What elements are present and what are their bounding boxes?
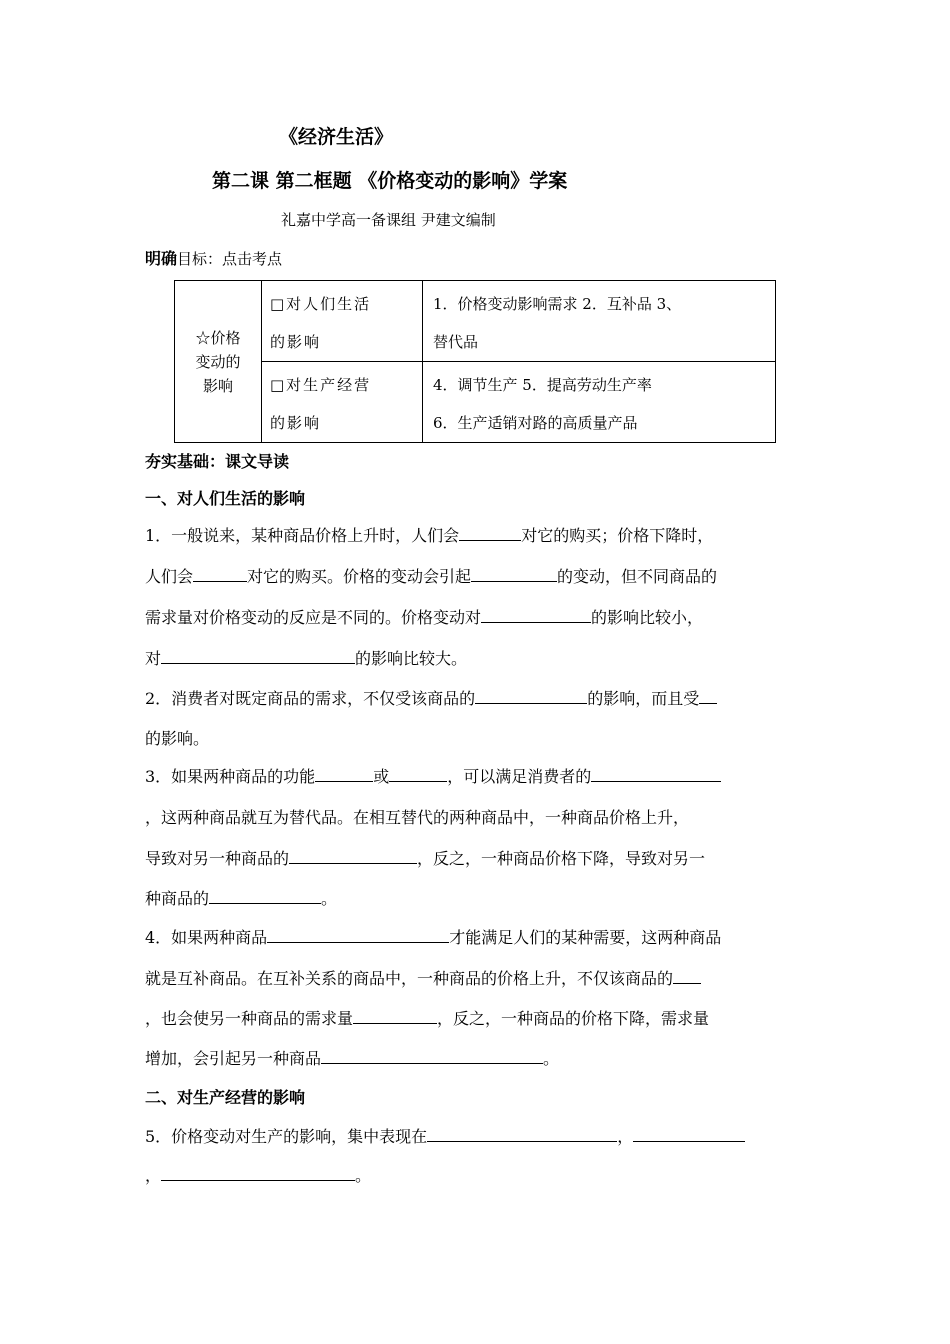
q1-line4 [145, 646, 467, 669]
q4-line3 [145, 1006, 709, 1029]
answer-blank[interactable] [315, 765, 373, 782]
answer-blank[interactable] [389, 765, 447, 782]
text: ， [617, 1127, 634, 1146]
topic-cell [175, 281, 262, 443]
doc-title: 《经济生活》 [279, 126, 394, 148]
text: 2．消费者对既定商品的需求，不仅受该商品的 [145, 689, 476, 708]
section-heading-1: 一、对人们生活的影响 [145, 489, 306, 508]
q4-line2 [145, 966, 701, 989]
text: ，可以满足消费者的 [447, 767, 592, 786]
q5-line1 [145, 1124, 745, 1147]
topic-line: 影响 [202, 376, 233, 395]
q1-line1 [145, 523, 713, 546]
answer-blank[interactable] [427, 1125, 617, 1142]
text: 。 [321, 889, 338, 908]
q5-line2 [145, 1163, 371, 1186]
content-line: 替代品 [433, 333, 479, 351]
answer-blank[interactable] [459, 524, 521, 541]
answer-blank[interactable] [481, 606, 591, 623]
text: 对它的购买；价格下降时， [521, 526, 714, 545]
answer-blank[interactable] [591, 765, 721, 782]
text: ，也会使另一种商品的需求量 [145, 1009, 354, 1028]
label-line: □对生产经营 [270, 376, 372, 394]
q3-line4 [145, 886, 337, 909]
row2-content [423, 362, 776, 443]
text: 的影响，而且受 [587, 689, 700, 708]
text: 。 [355, 1166, 372, 1185]
q1-line3 [145, 605, 703, 628]
answer-blank[interactable] [161, 647, 355, 664]
text: 4．如果两种商品 [145, 928, 268, 947]
text: 导致对另一种商品的 [145, 849, 290, 868]
q3-line2 [145, 805, 689, 828]
learning-goal [145, 246, 282, 269]
answer-blank[interactable] [267, 926, 449, 943]
text: 对它的购买。价格的变动会引起 [247, 567, 472, 586]
text: 人们会 [145, 567, 194, 586]
goal-bold: 明确 [145, 249, 178, 268]
text: 1．一般说来，某种商品价格上升时，人们会 [145, 526, 460, 545]
answer-blank[interactable] [193, 565, 247, 582]
text: 的影响。 [145, 729, 210, 748]
text: 5．价格变动对生产的影响，集中表现在 [145, 1127, 428, 1146]
row1-content [423, 281, 776, 362]
text: 的影响比较小， [591, 608, 704, 627]
topic-line: 变动的 [195, 352, 241, 371]
row2-label [262, 362, 423, 443]
content-line: 1．价格变动影响需求 2．互补品 3、 [433, 295, 682, 313]
text: 增加，会引起另一种商品 [145, 1049, 322, 1068]
q4-line4 [145, 1046, 559, 1069]
answer-blank[interactable] [161, 1164, 355, 1181]
text: ，反之，一种商品价格下降，导致对另一 [417, 849, 706, 868]
section-basics: 夯实基础：课文导读 [145, 452, 290, 471]
answer-blank[interactable] [209, 887, 321, 904]
q2-line1 [145, 686, 717, 709]
answer-blank[interactable] [471, 565, 557, 582]
text: 对 [145, 649, 162, 668]
answer-blank[interactable] [673, 967, 701, 984]
text: 就是互补商品。在互补关系的商品中，一种商品的价格上升，不仅该商品的 [145, 969, 674, 988]
section-heading-2: 二、对生产经营的影响 [145, 1088, 306, 1107]
content-line: 4．调节生产 5．提高劳动生产率 [433, 376, 652, 394]
q3-line1 [145, 764, 721, 787]
text: ，反之，一种商品的价格下降，需求量 [437, 1009, 710, 1028]
text: 3．如果两种商品的功能 [145, 767, 316, 786]
answer-blank[interactable] [289, 847, 417, 864]
q1-line2 [145, 564, 717, 587]
answer-blank[interactable] [353, 1007, 437, 1024]
text: 的影响比较大。 [355, 649, 468, 668]
label-line: □对人们生活 [270, 295, 372, 313]
answer-blank[interactable] [321, 1047, 543, 1064]
label-line: 的影响 [270, 333, 322, 351]
row1-label [262, 281, 423, 362]
text: 才能满足人们的某种需要，这两种商品 [449, 928, 722, 947]
doc-author: 礼嘉中学高一备课组 尹建文编制 [281, 211, 496, 229]
answer-blank[interactable] [475, 687, 587, 704]
goal-rest: 目标：点击考点 [177, 250, 283, 268]
content-line: 6．生产适销对路的高质量产品 [433, 414, 638, 432]
text: 或 [373, 767, 390, 786]
q2-line2 [145, 726, 209, 749]
answer-blank[interactable] [699, 687, 717, 704]
text: ， [145, 1166, 162, 1185]
text: 。 [543, 1049, 560, 1068]
objectives-table [174, 280, 776, 443]
topic-line: ☆价格 [195, 328, 241, 347]
label-line: 的影响 [270, 414, 322, 432]
text: 需求量对价格变动的反应是不同的。价格变动对 [145, 608, 482, 627]
q4-line1 [145, 925, 721, 948]
q3-line3 [145, 846, 705, 869]
answer-blank[interactable] [633, 1125, 745, 1142]
text: 种商品的 [145, 889, 210, 908]
text: 的变动，但不同商品的 [557, 567, 718, 586]
text: ，这两种商品就互为替代品。在相互替代的两种商品中，一种商品价格上升， [145, 808, 690, 827]
doc-subtitle: 第二课 第二框题 《价格变动的影响》学案 [212, 170, 568, 192]
